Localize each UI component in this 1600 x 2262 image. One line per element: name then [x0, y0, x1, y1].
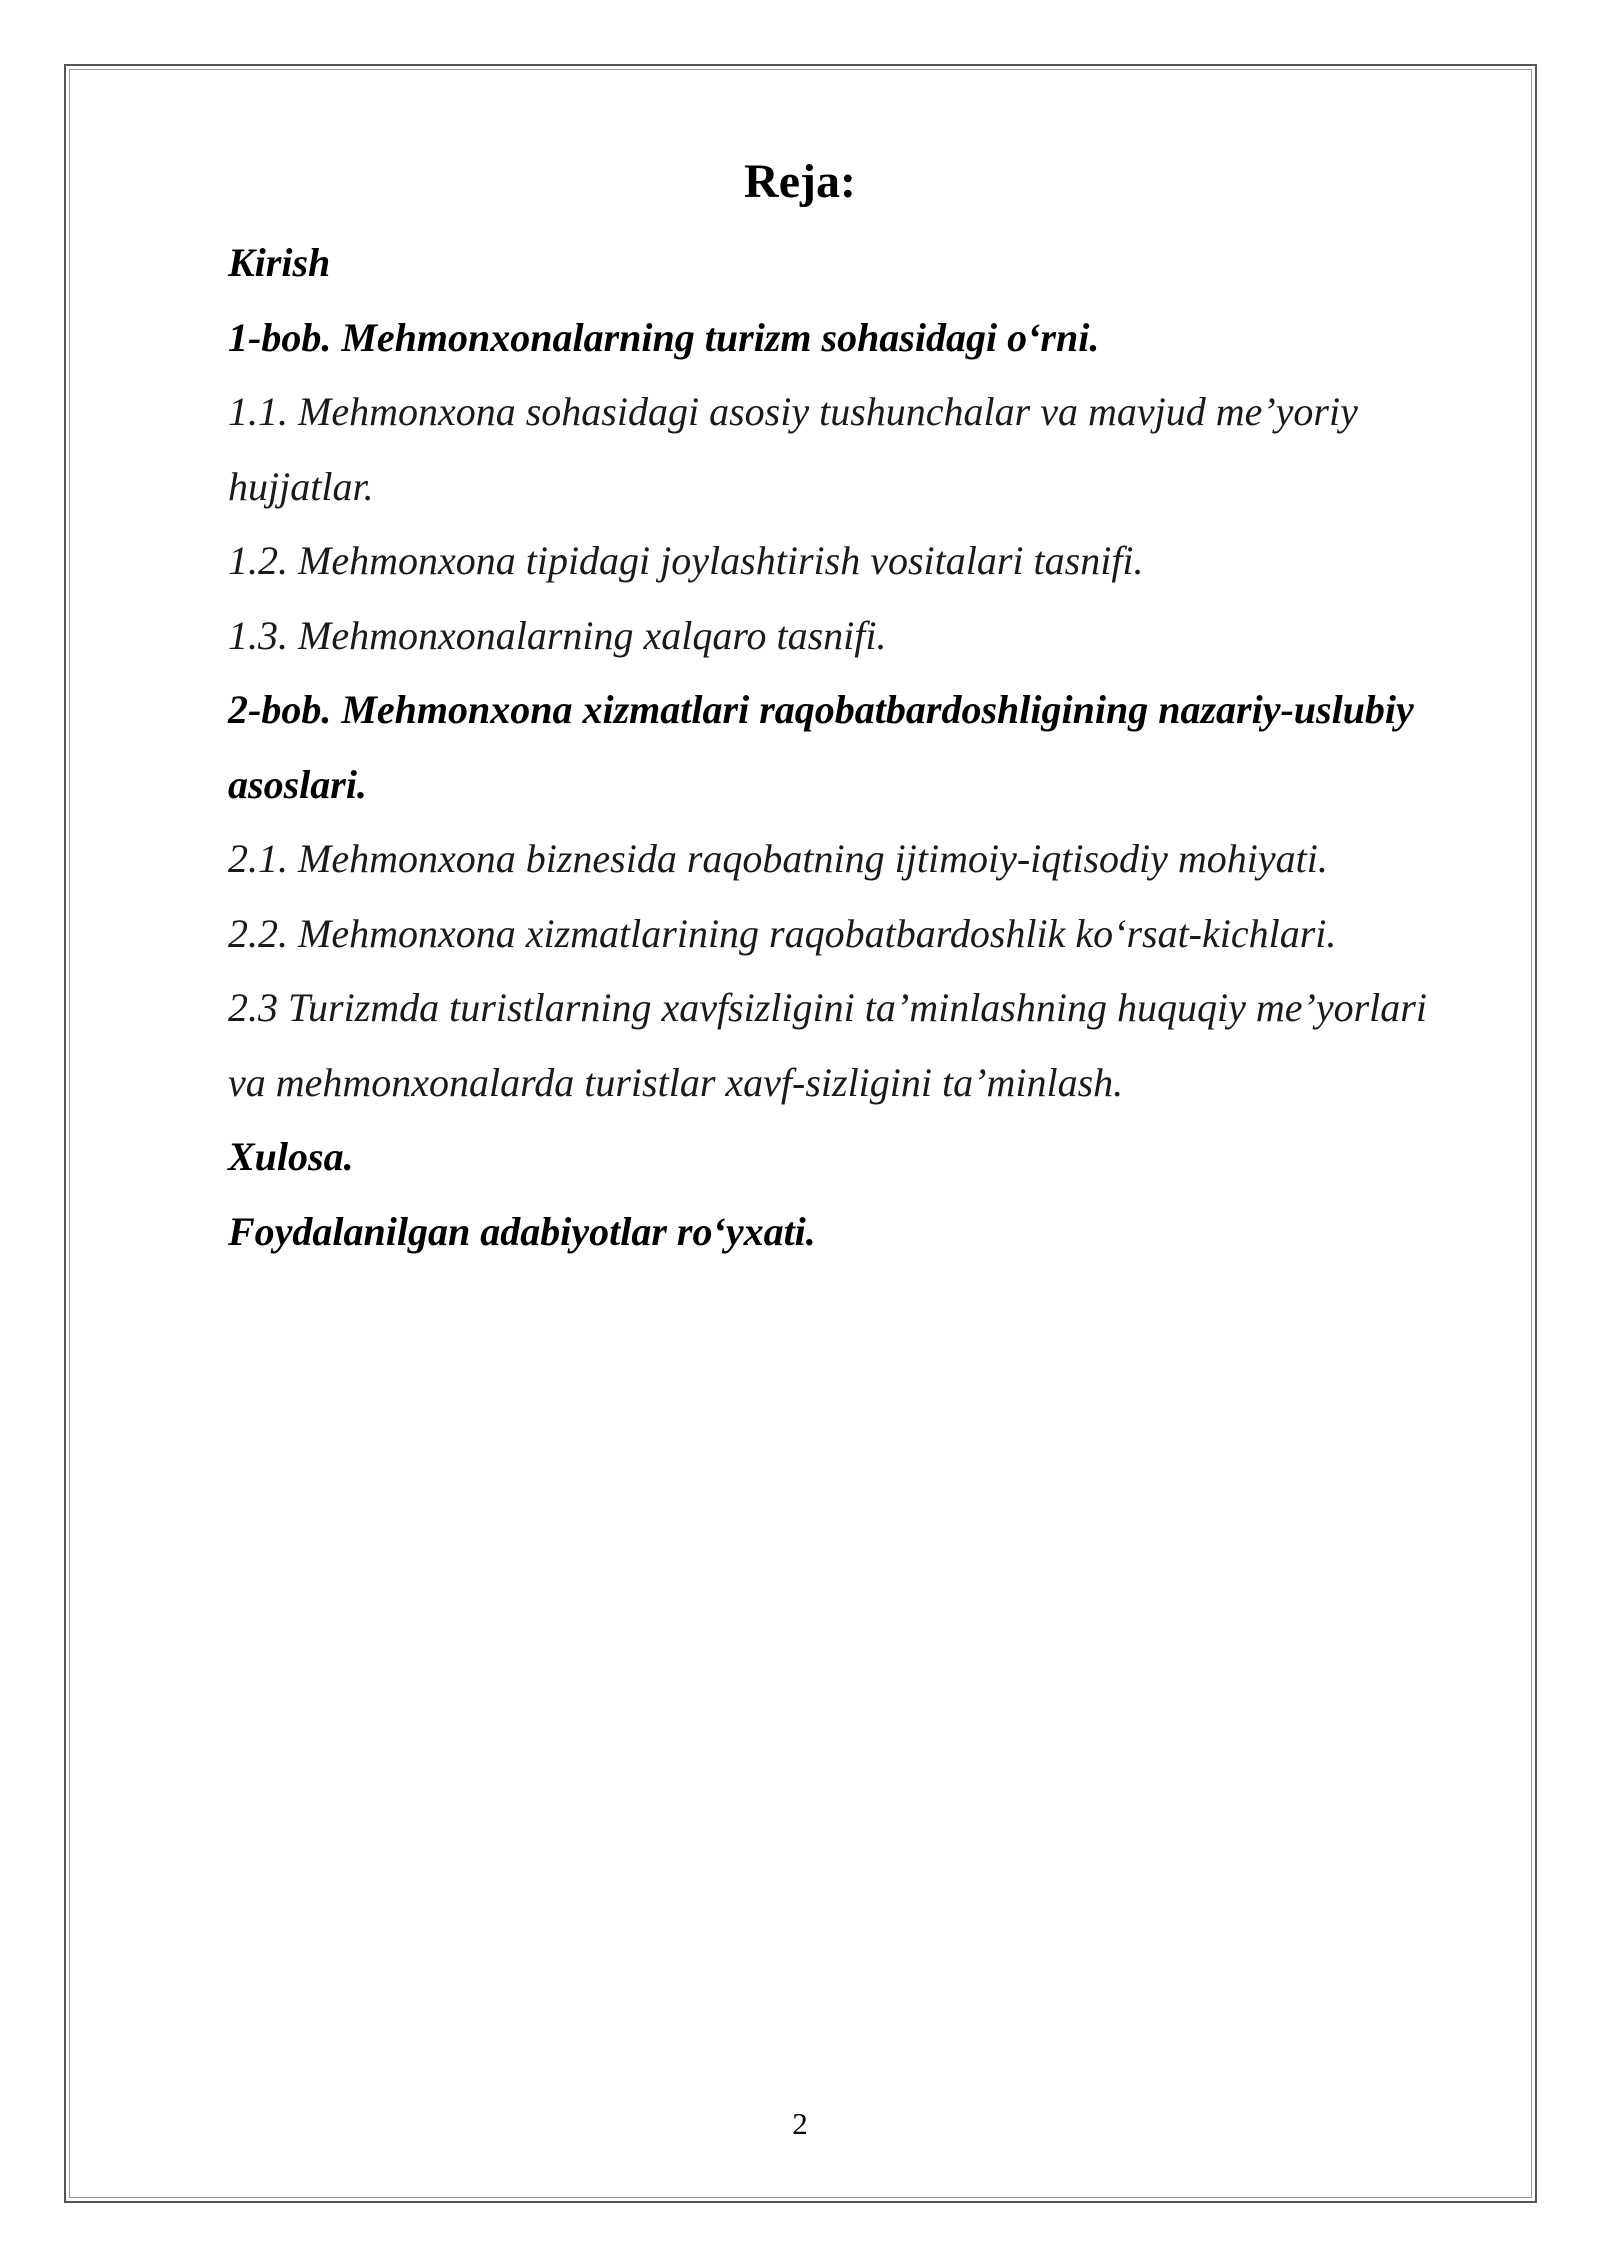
toc-item-introduction: Kirish	[228, 240, 331, 285]
toc-item-section-2-3: 2.3 Turizmda turistlarning xavfsizligini ta’minlashning huquqiy me’yorlari va mehmonxonalarda turistlar xavf-sizligini ta’minlash.	[228, 985, 1427, 1105]
plan-title: Reja:	[744, 155, 856, 208]
table-of-contents	[228, 226, 1468, 1269]
toc-item-section-1-2: 1.2. Mehmonxona tipidagi joylashtirish vositalari tasnifi.	[228, 538, 1144, 583]
toc-item-bibliography: Foydalanilgan adabiyotlar ro‘yxati.	[228, 1208, 816, 1254]
toc-item-section-1-1: 1.1. Mehmonxona sohasidagi asosiy tushunchalar va mavjud me’yoriy hujjatlar.	[228, 389, 1358, 509]
toc-item-conclusion: Xulosa.	[228, 1134, 354, 1179]
toc-item-section-2-2: 2.2. Mehmonxona xizmatlarining raqobatbardoshlik ko‘rsat-kichlari.	[228, 910, 1337, 956]
toc-item-section-2-1: 2.1. Mehmonxona biznesida raqobatning ijtimoiy-iqtisodiy mohiyati.	[228, 836, 1328, 881]
toc-item-chapter-2: 2-bob. Mehmonxona xizmatlari raqobatbardoshligining nazariy-uslubiy asoslari.	[228, 687, 1414, 807]
page-number: 2	[792, 2106, 808, 2141]
toc-item-section-1-3: 1.3. Mehmonxonalarning xalqaro tasnifi.	[228, 612, 887, 658]
toc-item-chapter-1: 1-bob. Mehmonxonalarning turizm sohasidagi o‘rni.	[228, 314, 1100, 360]
